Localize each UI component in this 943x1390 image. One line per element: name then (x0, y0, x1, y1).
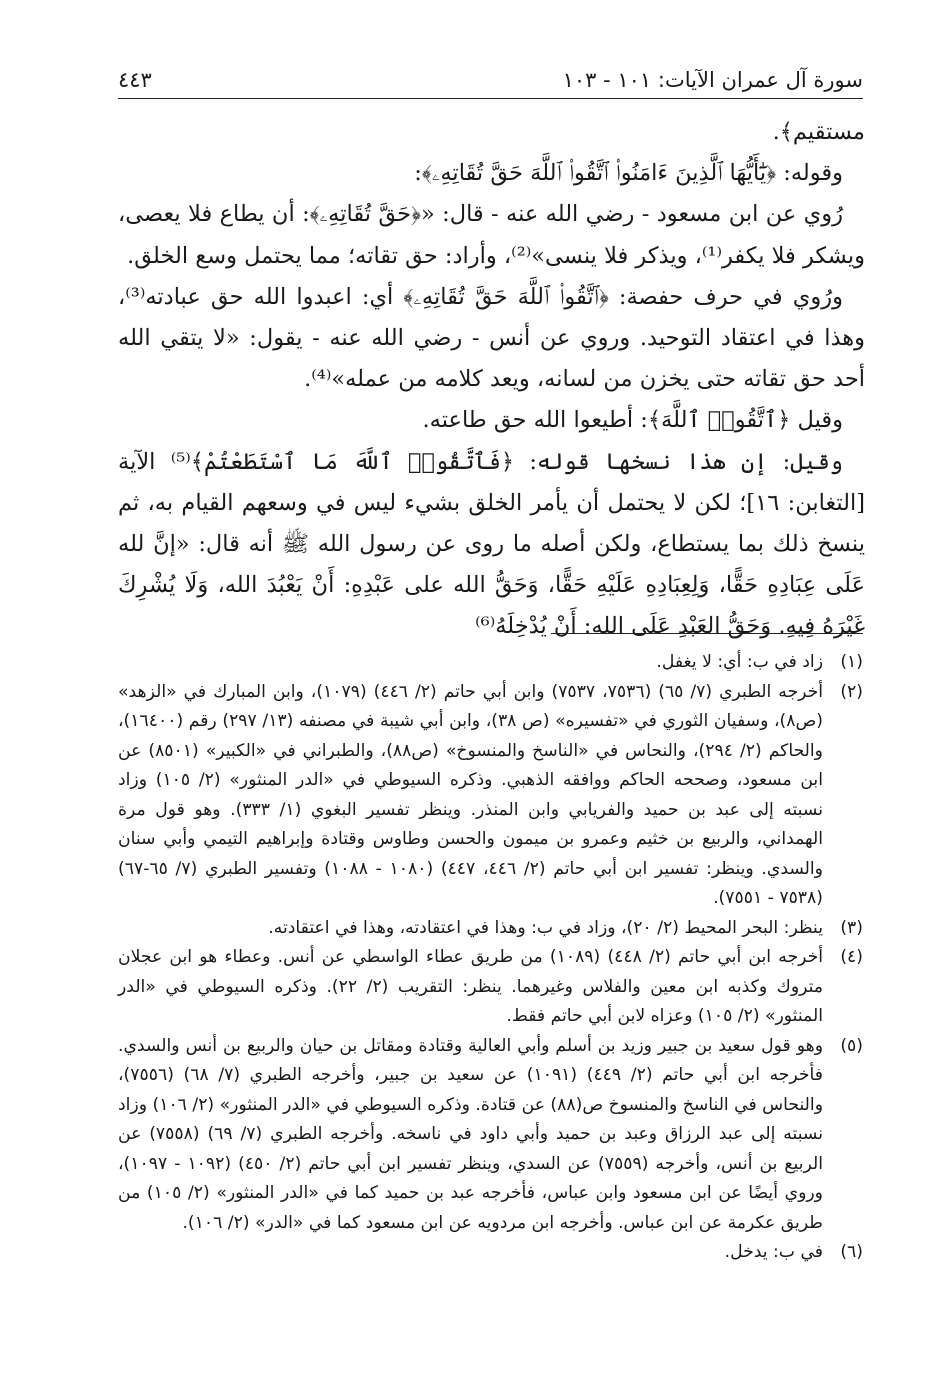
footnote-divider (551, 633, 863, 634)
footnote-number: (٢) (840, 681, 863, 702)
footnote (118, 1238, 863, 1268)
paragraph: وقيل ﴿ٱتَّقُوا۟ ٱللَّهَ﴾: أطيعوا الله حق طاعته. (422, 407, 843, 434)
paragraph: وقوله: ﴿يَٰٓأَيُّهَا ٱلَّذِينَ ءَامَنُوا۟ ٱتَّقُوا۟ ٱللَّهَ حَقَّ تُقَاتِهِۦ﴾: (414, 160, 843, 187)
footnote-text: ينظر: البحر المحيط (٢/ ٢٠)، وزاد في ب: وهذا في اعتقادته، وهذا في اعتقادته. (268, 917, 823, 938)
running-header (118, 52, 863, 99)
footnote-number: (٣) (840, 917, 863, 938)
footnote (118, 1032, 863, 1239)
paragraph: رُوي عن ابن مسعود - رضي الله عنه - قال: «﴿حَقَّ تُقَاتِهِۦ﴾: أن يطاع فلا يعصى، ويشكر فلا يكفر⁽¹⁾، ويذكر فلا ينسى»⁽²⁾، وأراد: حق تقاته؛ مما يحتمل وسع الخلق. (118, 201, 865, 269)
paragraph: ورُوي في حرف حفصة: ﴿ٱتَّقُوا۟ ٱللَّهَ حَقَّ تُقَاتِهِۦ﴾ أي: اعبدوا الله حق عبادته⁽³⁾، وهذا في اعتقاد التوحيد. وروي عن أنس - رضي الله عنه - يقول: «لا يتقي الله أحد حق تقاته حتى يخزن من لسانه، ويعد كلامه من عمله»⁽⁴⁾. (118, 283, 865, 393)
footnote-text: أخرجه الطبري (٧/ ٦٥) (٧٥٣٦، ٧٥٣٧) وابن أبي حاتم (٢/ ٤٤٦) (١٠٧٩)، وابن المبارك في «الزهد» (ص٨)، وسفيان الثوري في «تفسيره» (ص ٣٨)، وابن أبي شيبة في مصنفه (١٣/ ٢٩٧) رقم (١٦٤٠٠)، والحاكم (٢/ ٢٩٤)، والنحاس في «الناسخ والمنسوخ» (ص٨٨)، والطبراني في «الكبير» (٨٥٠١) عن ابن مسعود، وصححه الحاكم ووافقه الذهبي. وذكره السيوطي في «الدر المنثور» (٢/ ١٠٥) وزاد نسبته إلى عبد بن حميد والفريابي وابن المنذر. وينظر تفسير البغوي (١/ ٣٣٣). وهو قول مرة الهمداني، والربيع بن خثيم وعمرو بن ميمون والحسن وطاوس وقتادة وإبراهيم التيمي وأبي سنان والسدي. وينظر: تفسير ابن أبي حاتم (٢/ ٤٤٦، ٤٤٧) (١٠٨٠ - ١٠٨٨) وتفسير الطبري (٧/ ٦٥-٦٧) (٧٥٣٨ - ٧٥٥١). (118, 681, 823, 908)
paragraph: وقيل: إن هذا نسخها قوله: ﴿فَٱتَّقُوا۟ ٱللَّهَ مَا ٱسْتَطَعْتُمْ﴾⁽⁵⁾ الآية [التغابن: ١٦]؛ لكن لا يحتمل أن يأمر الخلق بشيء ليس في وسعهم القيام به، ثم ينسخ ذلك بما يستطاع، ولكن أصله ما روى عن رسول الله ﷺ أنه قال: «إنَّ لله عَلَى عِبَادِهِ حَقًّا، وَلِعِبَادِهِ عَلَيْهِ حَقًّا، وَحَقُّ الله على عَبْدِهِ: أَنْ يَعْبُدَ الله، وَلَا يُشْرِكَ غَيْرَهُ فِيهِ. وَحَقُّ العَبْدِ عَلَى الله: أَنْ يُدْخِلَهُ⁽⁶⁾ (118, 448, 865, 640)
page-number: ٤٤٣ (118, 68, 152, 92)
footnote (118, 648, 863, 678)
footnote-number: (٦) (840, 1242, 863, 1262)
surah-title: سورة آل عمران الآيات: ١٠١ - ١٠٣ (562, 68, 863, 92)
footnote-number: (٥) (840, 1035, 863, 1056)
footnote-text: في ب: يدخل. (724, 1242, 823, 1262)
footnote (118, 943, 863, 1032)
paragraph: مستقيم﴾. (772, 119, 865, 145)
footnote-number: (١) (840, 652, 863, 672)
footnote-text: زاد في ب: أي: لا يغفل. (656, 652, 823, 672)
footnote-text: وهو قول سعيد بن جبير وزيد بن أسلم وأبي العالية وقتادة ومقاتل بن حيان والربيع بن أنس والسدي. فأخرجه ابن أبي حاتم (٢/ ٤٤٩) (١٠٩١) عن سعيد بن جبير، وأخرجه الطبري (٧/ ٦٨) (٧٥٥٦)، والنحاس في الناسخ والمنسوخ ص(٨٨) عن قتادة. وذكره السيوطي في «الدر المنثور» (٢/ ١٠٦) وزاد نسبته إلى عبد الرزاق وعبد بن حميد وأبي داود في ناسخه. وأخرجه الطبري (٧/ ٦٩) (٧٥٥٨) عن الربيع بن أنس، وأخرجه (٧٥٥٩) عن السدي، وينظر تفسير ابن أبي حاتم (٢/ ٤٥٠) (١٠٩٢ - ١٠٩٧)، وروي أيضًا عن ابن مسعود وابن عباس، فأخرجه عبد بن حميد كما في «الدر المنثور» (٢/ ١٠٥) من طريق عكرمة عن ابن عباس. وأخرجه ابن مردويه عن ابن مسعود كما في «الدر» (٢/ ١٠٦). (118, 1035, 823, 1233)
footnote (118, 914, 863, 944)
main-text (118, 112, 865, 648)
footnote-number: (٤) (840, 947, 863, 967)
footnotes (118, 648, 863, 1268)
footnote-text: أخرجه ابن أبي حاتم (٢/ ٤٤٨) (١٠٨٩) من طريق عطاء الواسطي عن أنس. وعطاء هو ابن عجلان متروك وكذبه ابن معين والفلاس وغيرهما. ينظر: التقريب (٢/ ٢٢). وذكره السيوطي في «الدر المنثور» (٢/ ١٠٥) وعزاه لابن أبي حاتم فقط. (118, 947, 824, 1026)
footnote (118, 678, 863, 914)
